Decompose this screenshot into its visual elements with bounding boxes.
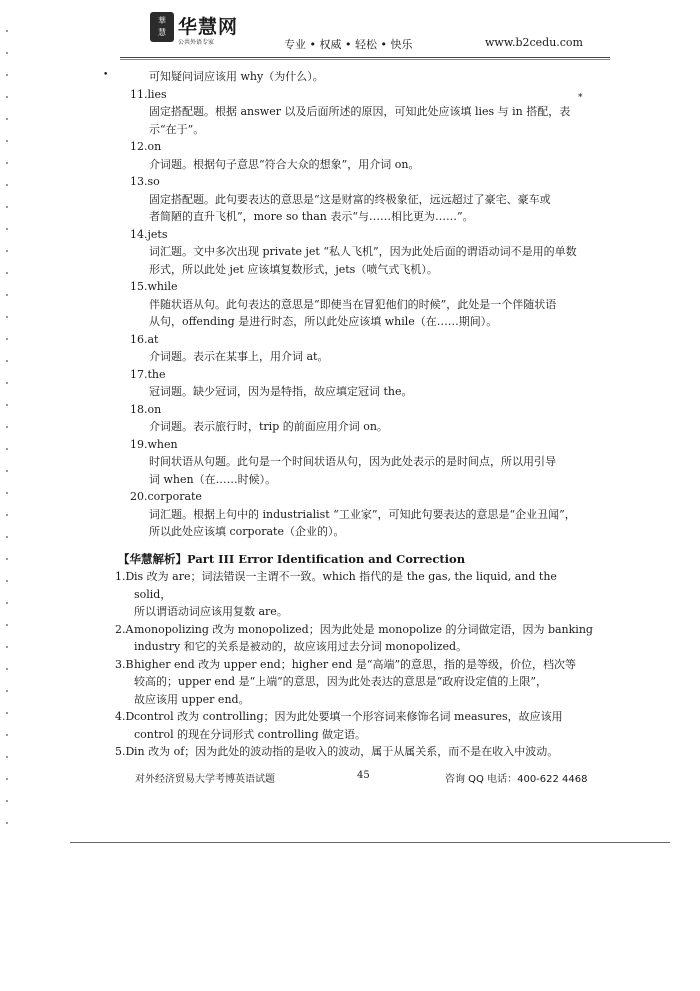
logo-subtitle: 公共外语专家 [178,39,215,46]
correction-line: 故应该用 upper end。 [134,692,250,706]
answer-number: 16.at [130,332,159,346]
bottom-rule [70,842,670,843]
header-rule [120,57,610,58]
answer-number: 13.so [130,175,160,188]
header-rule-thin [120,59,610,60]
correction-index: 3.B [115,657,134,671]
correction-line: industry 和它的关系是被动的，故应该用过去分词 monopolized。 [134,640,468,653]
answer-explanation-line: 固定搭配题。根据 answer 以及后面所述的原因，可知此处应该填 lies 与 in 搭配，表 [149,105,571,118]
correction-line: in 改为 of；因为此处的波动指的是收入的波动，属于从属关系，而不是在收入中波动。 [134,745,559,758]
answer-number: 14.jets [130,227,168,241]
logo-name: 华慧网 [178,16,239,38]
answer-number: 17.the [130,367,166,381]
correction-item [115,621,595,656]
website: www.b2cedu.com [485,36,583,49]
correction-item [115,568,595,621]
correction-line: control 的现在分词形式 controlling 做定语。 [134,727,367,741]
correction-item [115,656,595,709]
answer-explanation-line: 时间状语从句题。此句是一个时间状语从句，因为此处表示的是时间点，所以用引导 [149,455,556,468]
correction-index: 2.A [115,622,134,636]
page-header [150,10,590,54]
bullet-mark: • [103,70,109,80]
corrections-list [115,568,595,761]
answer-explanation-line: 形式，所以此处 jet 应该填复数形式，jets（喷气式飞机）。 [149,262,438,276]
answer-explanation-line: 词汇题。根据上句中的 industrialist “工业家”，可知此句要表达的意思是“企业丑闻”， [149,507,576,521]
correction-item [115,743,595,761]
correction-line: monopolizing 改为 monopolized；因为此处是 monopolize 的分词做定语，因为 banking [134,622,593,636]
answer-number: 11.lies [130,87,167,101]
answer-explanation-line: 所以此处应该填 corporate（企业的）。 [149,525,345,538]
answer-number: 18.on [130,402,162,416]
correction-index: 5.D [115,745,135,758]
slogan: 专业 • 权威 • 轻松 • 快乐 [284,38,413,51]
correction-line: higher end 改为 upper end；higher end 是“高端”的意思，指的是等级，价位，档次等 [134,657,577,671]
correction-line: 所以谓语动词应该用复数 are。 [134,605,288,618]
answer-number: 15.while [130,280,178,293]
answer-explanation-line: 固定搭配题。此句要表达的意思是“这是财富的终极象征，远远超过了豪宅、豪车或 [149,192,551,206]
answer-number: 20.corporate [130,490,202,503]
intro-line: 可知疑问词应该用 why（为什么）。 [149,70,324,83]
binding-holes [6,20,8,840]
correction-index: 1.D [115,570,135,583]
answer-explanation-line: 者简陋的直升飞机”，more so than 表示“与……相比更为……”。 [149,210,474,223]
logo-icon: 華 慧 [150,12,174,42]
answer-explanations [115,68,595,761]
answer-explanation-line: 冠词题。缺少冠词，因为是特指，故应填定冠词 the。 [149,385,413,398]
correction-line: is 改为 are；词法错误一主谓不一致。which 指代的是 the gas, the liquid, and the solid， [134,570,557,601]
answer-list [115,86,595,541]
answer-explanation-line: 词 when（在……时候）。 [149,472,277,486]
correction-index: 4.D [115,710,135,723]
answer-explanation-line: 介词题。根据句子意思“符合大众的想象”，用介词 on。 [149,157,420,171]
answer-explanation-line: 从句，offending 是进行时态，所以此处应该填 while（在……期间）。 [149,315,498,328]
section-title: 【华慧解析】Part III Error Identification and Correction [118,551,466,566]
footer-contact: 咨询 QQ 电话：400-622 4468 [445,774,588,785]
correction-line: 较高的；upper end 是“上端”的意思，因为此处表达的意思是“政府设定值的上限”， [134,675,548,688]
answer-explanation-line: 伴随状语从句。此句表达的意思是“即使当在冒犯他们的时候”，此处是一个伴随状语 [149,297,557,311]
correction-line: control 改为 controlling；因为此处要填一个形容词来修饰名词 measures，故应该用 [134,710,563,723]
answer-explanation-line: 词汇题。文中多次出现 private jet “私人飞机”，因为此处后面的谓语动词不是用的单数 [149,245,577,258]
answer-explanation-line: 示“在于”。 [149,122,205,136]
answer-number: 19.when [130,437,178,451]
star-mark: * [578,93,583,103]
page-number: 45 [357,770,370,781]
correction-item [115,708,595,743]
answer-number: 12.on [130,140,162,153]
footer-title: 对外经济贸易大学考博英语试题 [135,774,275,785]
answer-explanation-line: 介词题。表示旅行时，trip 的前面应用介词 on。 [149,420,388,433]
answer-explanation-line: 介词题。表示在某事上，用介词 at。 [149,350,329,363]
